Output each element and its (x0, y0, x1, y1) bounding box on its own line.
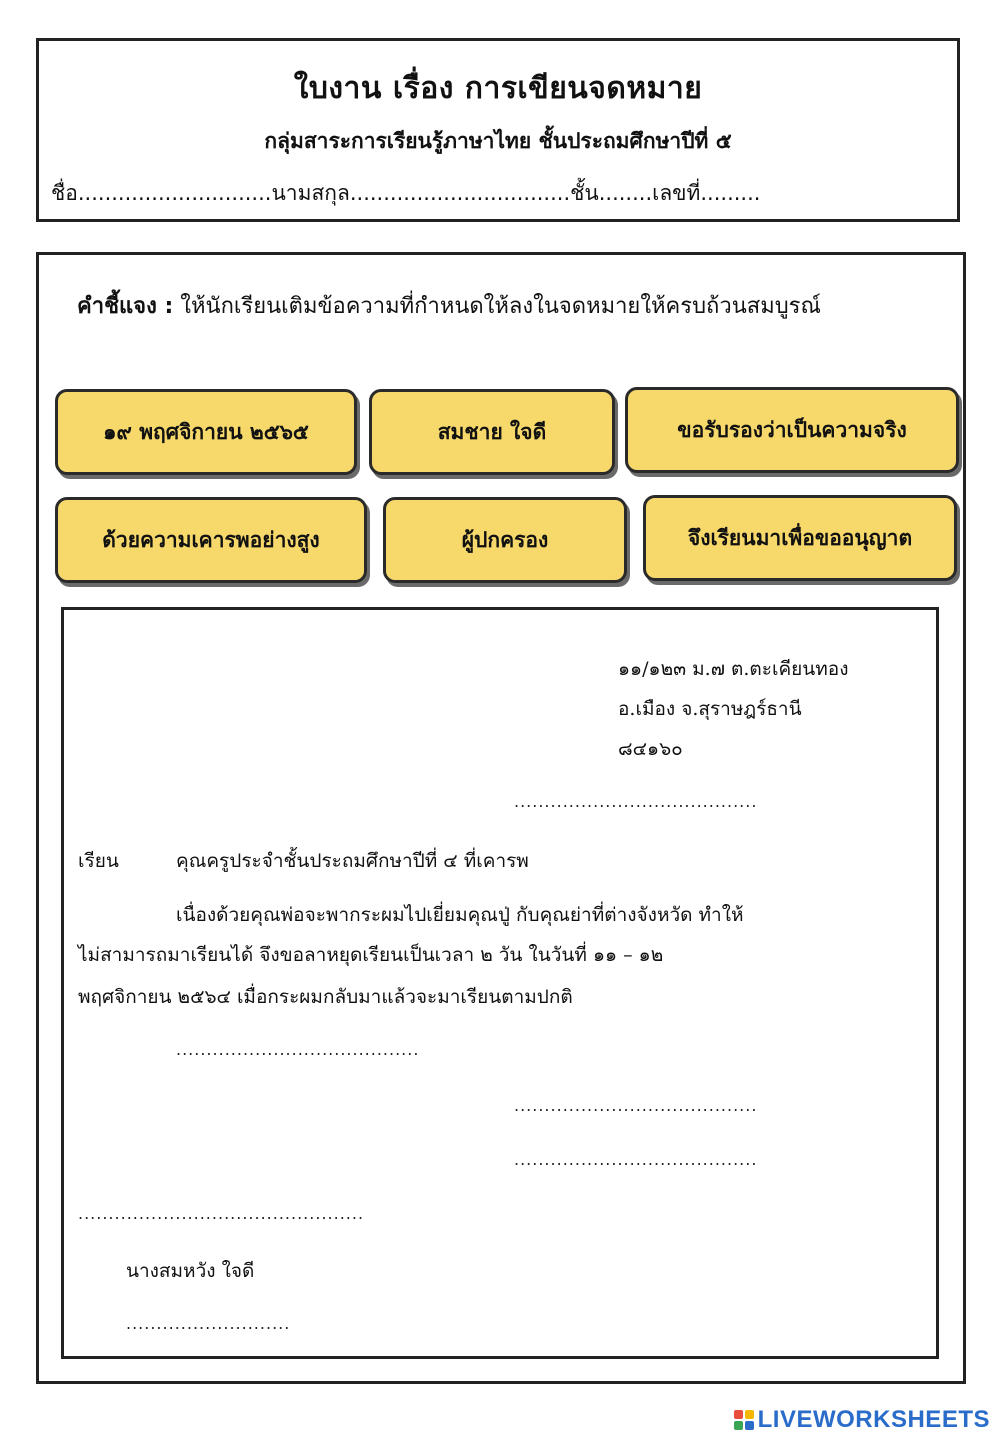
letter-address-line-1: ๑๑/๑๒๓ ม.๗ ต.ตะเคียนทอง (618, 658, 849, 680)
letter-body-line-1: เนื่องด้วยคุณพ่อจะพากระผมไปเยี่ยมคุณปู่ กับคุณย่าที่ต่างจังหวัด ทำให้ (176, 904, 744, 926)
choice-guardian[interactable]: ผู้ปกครอง (383, 497, 627, 583)
logo-square-blue (745, 1421, 754, 1430)
instruction (77, 291, 947, 323)
logo-square-green (734, 1421, 743, 1430)
worksheet-title: ใบงาน เรื่อง การเขียนจดหมาย (293, 71, 703, 106)
student-info-line: ชื่อ.............................นามสกุล.................................ชั้น........เลขที่......... (51, 181, 761, 205)
blank-left[interactable]: ............................................... (78, 1204, 365, 1223)
instruction-label: คำชี้แจง : (77, 294, 174, 319)
worksheet-subtitle: กลุ่มสาระการเรียนรู้ภาษาไทย ชั้นประถมศึกษาปีที่ ๕ (264, 129, 732, 153)
choice-certify[interactable]: ขอรับรองว่าเป็นความจริง (625, 387, 959, 473)
worksheet-header (36, 38, 960, 222)
worksheet-body (36, 252, 966, 1384)
parent-name: นางสมหวัง ใจดี (126, 1260, 255, 1282)
blank-signature-2[interactable]: ........................................ (514, 1150, 758, 1169)
blank-bottom[interactable]: ........................... (126, 1314, 291, 1333)
blank-closing[interactable]: ........................................ (176, 1040, 420, 1059)
logo-text: LIVEWORKSHEETS (757, 1406, 990, 1433)
letter-address-line-3: ๘๔๑๖๐ (618, 738, 683, 760)
salutation-text: คุณครูประจำชั้นประถมศึกษาปีที่ ๔ ที่เคารพ (176, 850, 529, 872)
logo-mark-icon (734, 1410, 754, 1430)
salutation-label: เรียน (78, 850, 119, 872)
instruction-text: ให้นักเรียนเติมข้อความที่กำหนดให้ลงในจดหมายให้ครบถ้วนสมบูรณ์ (180, 294, 821, 319)
choice-request[interactable]: จึงเรียนมาเพื่อขออนุญาต (643, 495, 957, 581)
letter-address-line-2: อ.เมือง จ.สุราษฎร์ธานี (618, 698, 802, 720)
choice-respect[interactable]: ด้วยความเคารพอย่างสูง (55, 497, 367, 583)
liveworksheets-logo (734, 1406, 990, 1434)
letter-box (61, 607, 939, 1359)
logo-square-red (734, 1410, 743, 1419)
choice-date[interactable]: ๑๙ พฤศจิกายน ๒๕๖๕ (55, 389, 357, 475)
blank-signature-1[interactable]: ........................................ (514, 1096, 758, 1115)
logo-square-yellow (745, 1410, 754, 1419)
letter-body-line-3: พฤศจิกายน ๒๕๖๔ เมื่อกระผมกลับมาแล้วจะมาเรียนตามปกติ (78, 986, 573, 1008)
choice-name[interactable]: สมชาย ใจดี (369, 389, 615, 475)
letter-body-line-2: ไม่สามารถมาเรียนได้ จึงขอลาหยุดเรียนเป็นเวลา ๒ วัน ในวันที่ ๑๑ – ๑๒ (78, 944, 664, 966)
blank-date[interactable]: ........................................ (514, 792, 758, 811)
